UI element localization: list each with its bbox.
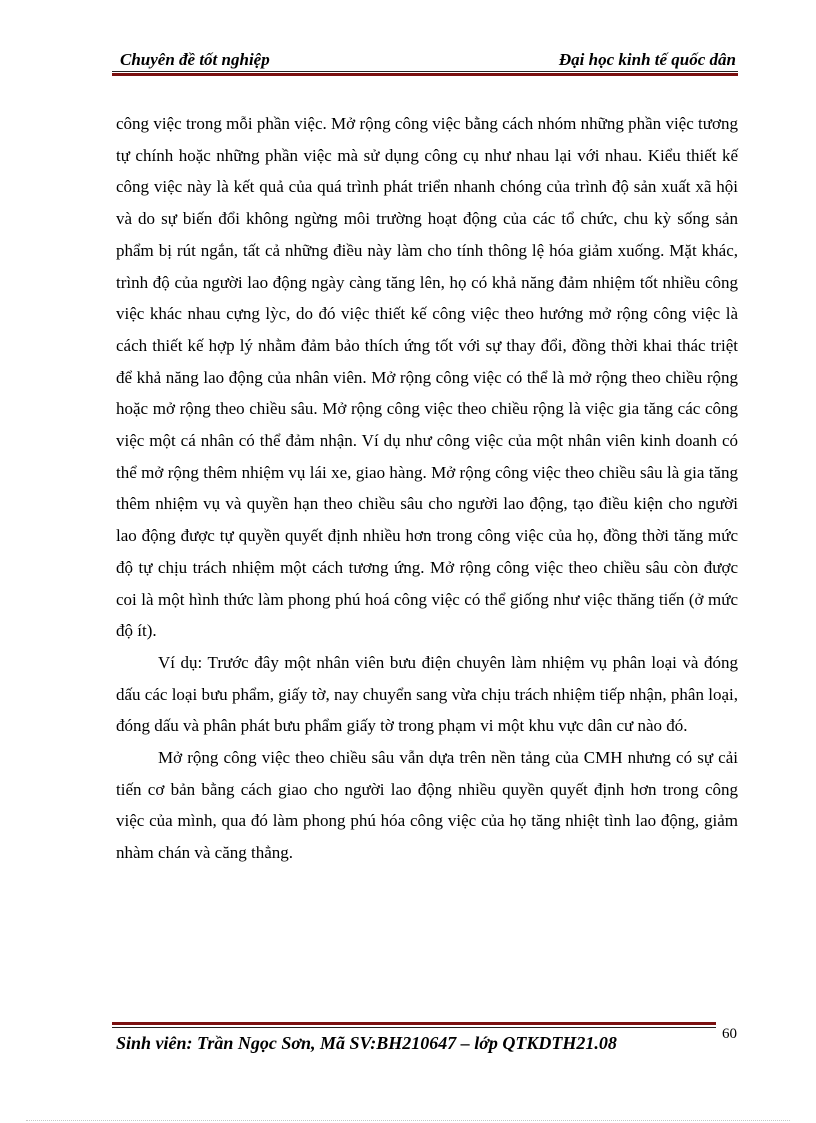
page-bottom-border: [26, 1120, 790, 1121]
page-header: [112, 46, 738, 76]
page-number: 60: [722, 1026, 737, 1042]
footer-rule-thin: [112, 1027, 716, 1028]
paragraph-1: công việc trong mỗi phần việc. Mở rộng công việc bằng cách nhóm những phần việc tương tự chính hoặc những phần việc mà sử dụng công cụ như nhau lại với nhau. Kiểu thiết kế công việc này là kết quả của quá trình phát triển nhanh chóng của trình độ sản xuất xã hội và do sự biến đổi không ngừng môi trường hoạt động của các tổ chức, chu kỳ sống sản phẩm bị rút ngắn, tất cả những điều này làm cho tính thông lệ hóa giảm xuống. Mặt khác, trình độ của người lao động ngày càng tăng lên, họ có khả năng đảm nhiệm tốt nhiều công việc khác nhau cựng lỳc, do đó việc thiết kế công việc theo hướng mở rộng công việc là cách thiết kế hợp lý nhằm đảm bảo thích ứng tốt với sự thay đổi, đồng thời khai thác triệt để khả năng lao động của nhân viên. Mở rộng công việc có thể là mở rộng theo chiều rộng hoặc mở rộng theo chiều sâu. Mở rộng công việc theo chiều rộng là việc gia tăng các công việc một cá nhân có thể đảm nhận. Ví dụ như công việc của một nhân viên kinh doanh có thể mở rộng thêm nhiệm vụ lái xe, giao hàng. Mở rộng công việc theo chiều sâu là gia tăng thêm nhiệm vụ và quyền hạn theo chiều sâu cho người lao động, tạo điều kiện cho người lao động được tự quyền quyết định nhiều hơn trong công việc của họ, đồng thời tăng mức độ tự chịu trách nhiệm một cách tương ứng. Mở rộng công việc theo chiều sâu còn được coi là một hình thức làm phong phú hoá công việc có thể giống như việc thăng tiến (ở mức độ ít).: [116, 114, 738, 641]
paragraph-2: Ví dụ: Trước đây một nhân viên bưu điện chuyên làm nhiệm vụ phân loại và đóng dấu các loại bưu phẩm, giấy tờ, nay chuyển sang vừa chịu trách nhiệm tiếp nhận, phân loại, đóng dấu và phân phát bưu phẩm giấy tờ trong phạm vi một khu vực dân cư nào đó.: [116, 652, 738, 736]
document-body: [116, 108, 738, 869]
header-university: Đại học kinh tế quốc dân: [558, 50, 736, 69]
footer-rule-thick: [112, 1022, 716, 1025]
header-thesis-title: Chuyên đề tốt nghiệp: [120, 50, 270, 69]
header-rule-thin: [112, 71, 738, 72]
footer-student-info: Sinh viên: Trần Ngọc Sơn, Mã SV:BH210647 – lớp QTKDTH21.08: [116, 1033, 617, 1053]
header-rule-thick: [112, 73, 738, 76]
footer-rules: [112, 1022, 716, 1030]
paragraph-3: Mở rộng công việc theo chiều sâu vẫn dựa trên nền tảng của CMH nhưng có sự cải tiến cơ bản bằng cách giao cho người lao động nhiều quyền quyết định hơn trong công việc của mình, qua đó làm phong phú hóa công việc của họ tăng nhiệt tình lao động, giảm nhàm chán và căng thẳng.: [116, 748, 738, 863]
